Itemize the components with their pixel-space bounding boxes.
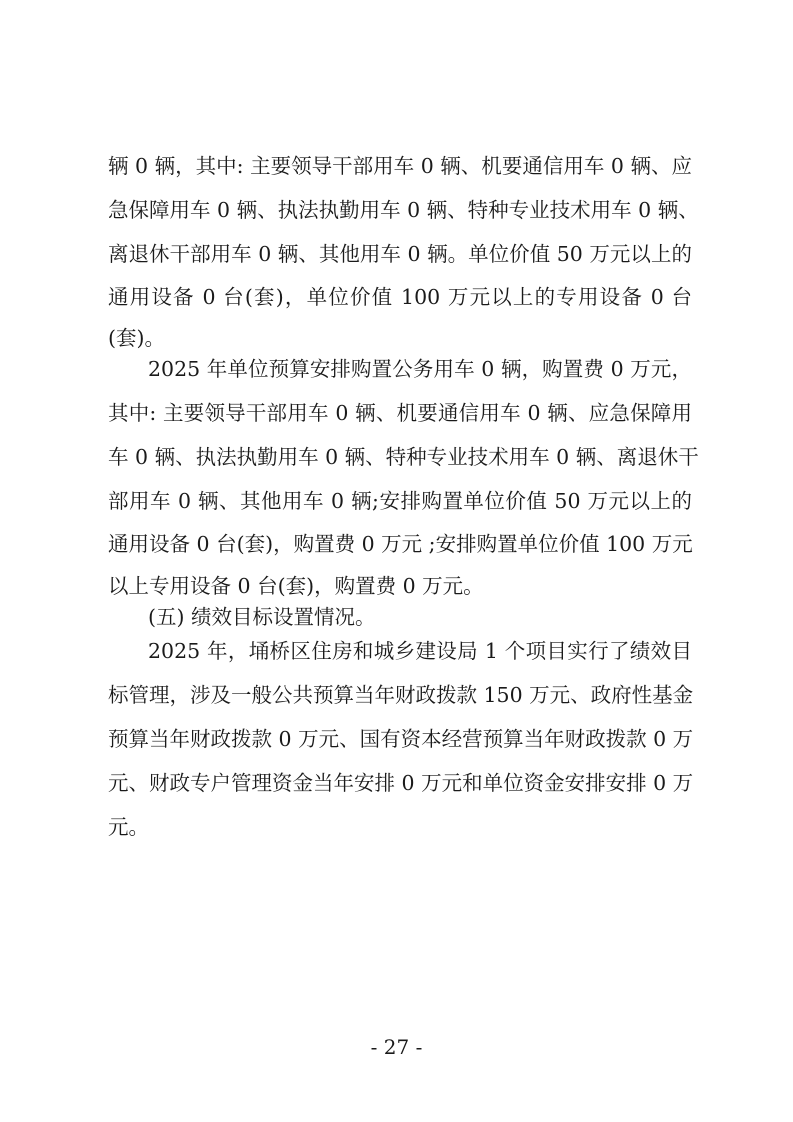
paragraph-line: 辆 0 辆，其中: 主要领导干部用车 0 辆、机要通信用车 0 辆、应 bbox=[108, 154, 692, 178]
paragraph-line: 急保障用车 0 辆、执法执勤用车 0 辆、特种专业技术用车 0 辆、 bbox=[108, 198, 699, 222]
page-number: - 27 - bbox=[370, 1035, 423, 1059]
paragraph-line: 离退休干部用车 0 辆、其他用车 0 辆。单位价值 50 万元以上的 bbox=[108, 242, 692, 266]
paragraph-line: 其中: 主要领导干部用车 0 辆、机要通信用车 0 辆、应急保障用 bbox=[108, 401, 692, 425]
paragraph-line: 元。 bbox=[108, 815, 149, 839]
paragraph-line: 元、财政专户管理资金当年安排 0 万元和单位资金安排安排 0 万 bbox=[108, 771, 694, 795]
paragraph-line: (套)。 bbox=[108, 326, 165, 350]
paragraph-line: 2025 年，埇桥区住房和城乡建设局 1 个项目实行了绩效目 bbox=[148, 639, 692, 663]
paragraph-line: 以上专用设备 0 台(套)，购置费 0 万元。 bbox=[108, 574, 484, 598]
paragraph-line: 标管理，涉及一般公共预算当年财政拨款 150 万元、政府性基金 bbox=[108, 683, 694, 707]
paragraph-line: 2025 年单位预算安排购置公务用车 0 辆，购置费 0 万元， bbox=[148, 357, 692, 381]
section-heading: (五) 绩效目标设置情况。 bbox=[148, 605, 376, 629]
paragraph-line: 车 0 辆、执法执勤用车 0 辆、特种专业技术用车 0 辆、离退休干 bbox=[108, 445, 699, 469]
paragraph-line: 通用设备 0 台(套)，购置费 0 万元 ;安排购置单位价值 100 万元 bbox=[108, 532, 693, 556]
paragraph-line: 部用车 0 辆、其他用车 0 辆;安排购置单位价值 50 万元以上的 bbox=[108, 489, 692, 513]
paragraph-line: 预算当年财政拨款 0 万元、国有资本经营预算当年财政拨款 0 万 bbox=[108, 727, 694, 751]
paragraph-line: 通用设备 0 台(套)，单位价值 100 万元以上的专用设备 0 台 bbox=[108, 285, 692, 309]
